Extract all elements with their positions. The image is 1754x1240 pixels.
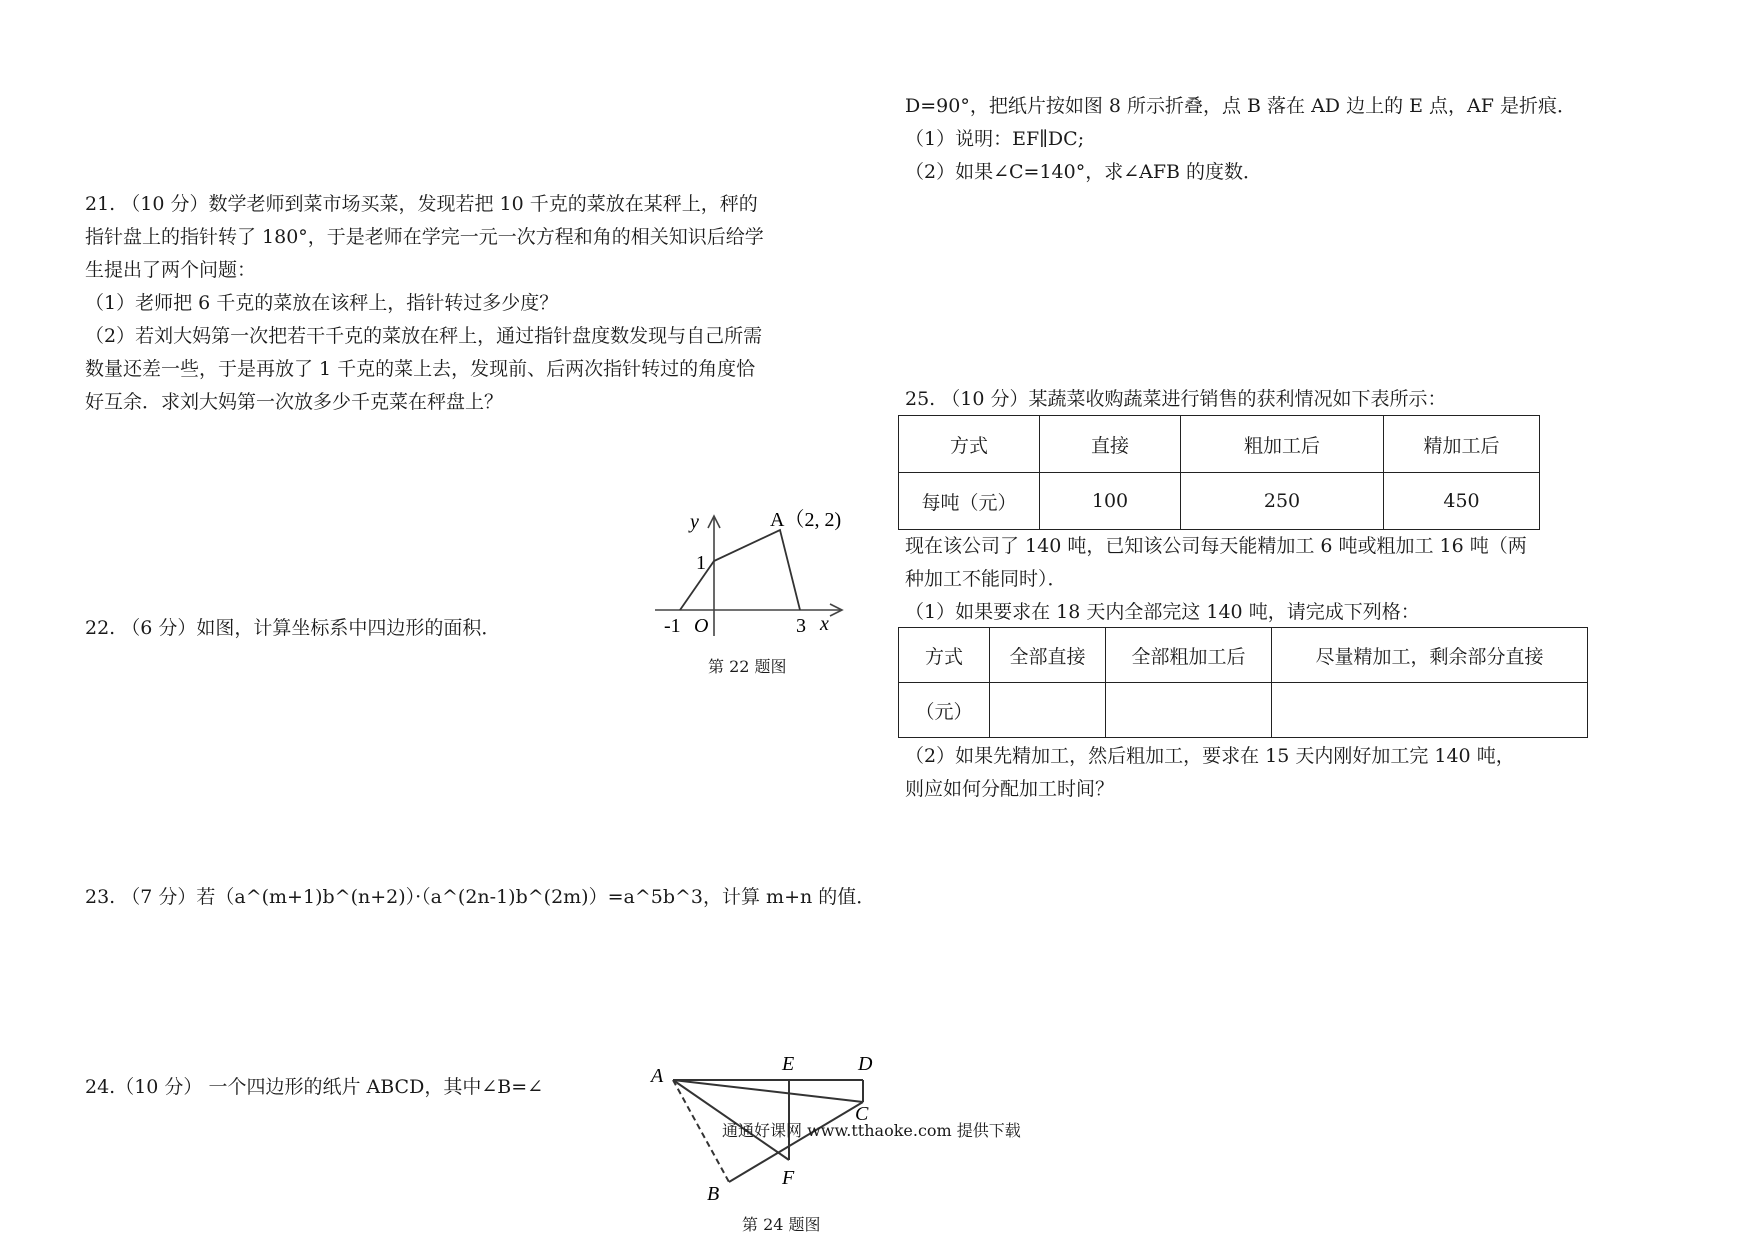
q22-figure-caption: 第 22 题图: [708, 657, 787, 676]
q25-table1-cell-1: 100: [1040, 473, 1181, 530]
q25-table2-cell-3: [1272, 683, 1588, 738]
q25-sub-1: （1）如果要求在 18 天内全部完这 140 吨，请完成下列格：: [905, 601, 1420, 623]
q21-line-7: 好互余．求刘大妈第一次放多少千克菜在秤盘上？: [85, 391, 504, 413]
label-a: A: [651, 1065, 664, 1087]
q25-sub-2-line-2: 则应如何分配加工时间？: [905, 778, 1115, 800]
label-f: F: [782, 1167, 795, 1189]
q24-cont-line: D=90°，把纸片按如图 8 所示折叠，点 B 落在 AD 边上的 E 点，AF 是折痕．: [905, 95, 1576, 117]
label-b: B: [707, 1183, 720, 1205]
x-tick-neg-label: -1: [664, 615, 681, 637]
q25-table1-cell-3: 450: [1384, 473, 1540, 530]
q25-table2-header-3: 尽量精加工，剩余部分直接: [1272, 628, 1588, 683]
q25-profit-table: [898, 415, 1540, 530]
q24-sub-1: （1）说明：EF∥DC;: [905, 128, 1085, 150]
q25-table2-header-1: 全部直接: [990, 628, 1106, 683]
y-axis-label: y: [690, 511, 699, 533]
q22-text: 22. （6 分）如图，计算坐标系中四边形的面积．: [85, 617, 501, 639]
q25-table1-cell-0: 每吨（元）: [899, 473, 1040, 530]
q21-line-1: 21. （10 分）数学老师到菜市场买菜，发现若把 10 千克的菜放在某秤上，秤的: [85, 193, 758, 215]
q22-coordinate-figure: [650, 508, 880, 638]
q24-figure-caption: 第 24 题图: [742, 1215, 821, 1234]
q25-table1-header-2: 粗加工后: [1181, 416, 1384, 473]
q21-line-4: （1）老师把 6 千克的菜放在该秤上，指针转过多少度？: [85, 292, 559, 314]
q24-sub-2: （2）如果∠C=140°，求∠AFB 的度数．: [905, 161, 1263, 183]
q25-table2-header-2: 全部粗加工后: [1106, 628, 1272, 683]
origin-label: O: [694, 615, 709, 637]
q25-table1-header-3: 精加工后: [1384, 416, 1540, 473]
q25-line-b: 种加工不能同时）．: [905, 568, 1067, 590]
q21-line-6: 数量还差一些，于是再放了 1 千克的菜上去，发现前、后两次指针转过的角度恰: [85, 358, 756, 380]
y-tick-label: 1: [696, 552, 706, 574]
q25-text: 25. （10 分）某蔬菜收购蔬菜进行销售的获利情况如下表所示：: [905, 388, 1447, 410]
label-e: E: [782, 1053, 795, 1075]
watermark-text: 通通好课网 www.tthaoke.com 提供下载: [722, 1121, 1021, 1140]
question-25: [905, 383, 1446, 416]
x-tick-pos-label: 3: [796, 615, 806, 637]
q24-text: 24.（10 分） 一个四边形的纸片 ABCD，其中∠B=∠: [85, 1076, 544, 1098]
q25-table1-cell-2: 250: [1181, 473, 1384, 530]
q25-sub-2-line-1: （2）如果先精加工，然后粗加工，要求在 15 天内刚好加工完 140 吨，: [905, 745, 1515, 767]
q25-table1-header-0: 方式: [899, 416, 1040, 473]
q21-line-2: 指针盘上的指针转了 180°，于是老师在学完一元一次方程和角的相关知识后给学: [85, 226, 764, 248]
question-21: [85, 188, 764, 419]
question-24: [85, 1071, 543, 1104]
question-24-continued: [905, 90, 1576, 189]
q25-table2-cell-2: [1106, 683, 1272, 738]
question-22: [85, 612, 500, 645]
label-d: D: [858, 1053, 873, 1075]
label-c: C: [855, 1103, 869, 1125]
q21-line-3: 生提出了两个问题：: [85, 259, 257, 281]
q25-part-2: [905, 740, 1515, 806]
q25-table2-cell-0: （元）: [899, 683, 990, 738]
q25-table1-header-1: 直接: [1040, 416, 1181, 473]
x-axis-label: x: [820, 613, 829, 635]
q21-line-5: （2）若刘大妈第一次把若干千克的菜放在秤上，通过指针盘度数发现与自己所需: [85, 325, 763, 347]
point-a-label: A（2, 2): [770, 509, 842, 531]
q25-answer-table: [898, 627, 1588, 738]
q23-text: 23. （7 分）若（a^(m+1)b^(n+2)）·（a^(2n-1)b^(2m)）=a^5b^3，计算 m+n 的值．: [85, 886, 876, 908]
q25-conditions: [905, 530, 1527, 629]
question-23: [85, 881, 875, 914]
q25-table2-header-0: 方式: [899, 628, 990, 683]
q25-table2-cell-1: [990, 683, 1106, 738]
q25-line-a: 现在该公司了 140 吨，已知该公司每天能精加工 6 吨或粗加工 16 吨（两: [905, 535, 1527, 557]
